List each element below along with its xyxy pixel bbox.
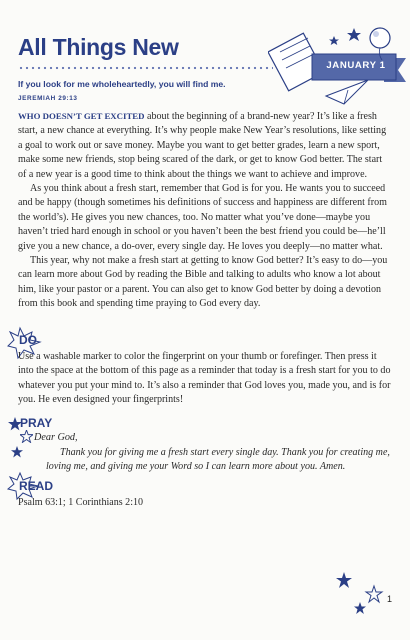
devotion-body [18, 109, 392, 312]
page-title: All Things New [18, 34, 179, 60]
star-icon [329, 36, 339, 45]
pray-heading: PRAY [20, 416, 53, 430]
star-icon [347, 28, 361, 41]
date-banner: JANUARY 1 [326, 60, 386, 71]
do-text: Use a washable marker to color the fingerprint on your thumb or forefinger. Then press it into the space at the bottom of this page as a reminder that today is a fresh start for you to do whatever you put your mind to. It’s also a reminder that God loves you, made you, and is for you. He even designed your fingerprints! [18, 351, 391, 406]
star-outline-icon [20, 430, 33, 443]
page-number: 1 [387, 594, 393, 604]
dotted-divider [18, 66, 273, 70]
prayer-text [46, 446, 394, 475]
paper-airplane-icon [326, 80, 368, 104]
paragraph-2: As you think about a fresh start, remember that God is for you. He wants you to succeed and be happy (though sometimes his definitions of success and happiness are different from the world’s). He gives you new chances, too. No matter what you’ve done—maybe you haven’t tried hard enough in school or you haven’t been the best friend you could be—he’ll give you a new chance, a do-over, every single day. He loves you deeply—no matter what. [18, 183, 387, 252]
decorative-stars [334, 572, 394, 618]
star-icon [354, 602, 366, 614]
paragraph-1-text: about the beginning of a brand-new year? It’s like a fresh start, a new chance at everything. It’s why people make New Year’s resolutions, like setting a goal to work out or save money. Maybe you want to get better grades, learn a new sport, make some new friends, stop being scared of the dark, or get to know God better. The start of a new year is a good time to think about the things we want to achieve and improve. [18, 111, 387, 180]
read-references: Psalm 63:1; 1 Corinthians 2:10 [18, 497, 144, 508]
paragraph-3: This year, why not make a fresh start at getting to know God better? It’s easy to do—you can learn more about God by reading the Bible and talking to adults who know a lot about him, like your pastor or a parent. You can also get to know God better by doing a devotion from this book and spending time praying to God every day. [18, 255, 388, 310]
lead-in: WHO DOESN’T GET EXCITED [18, 111, 145, 121]
do-heading: DO [19, 333, 37, 347]
prayer-line-2: loving me, and giving me your Word so I can learn more about you. Amen. [46, 461, 346, 473]
paragraph-1 [18, 109, 392, 182]
star-icon [336, 572, 352, 588]
star-icon [11, 446, 23, 458]
key-verse: If you look for me wholeheartedly, you will find me. [18, 79, 226, 89]
read-heading: READ [19, 479, 54, 493]
star-outline-icon [366, 586, 382, 602]
prayer-line-1: Thank you for giving me a fresh start every single day. Thank you for creating me, [60, 447, 390, 458]
verse-reference: JEREMIAH 29:13 [18, 95, 78, 102]
prayer-salutation: Dear God, [34, 432, 78, 443]
